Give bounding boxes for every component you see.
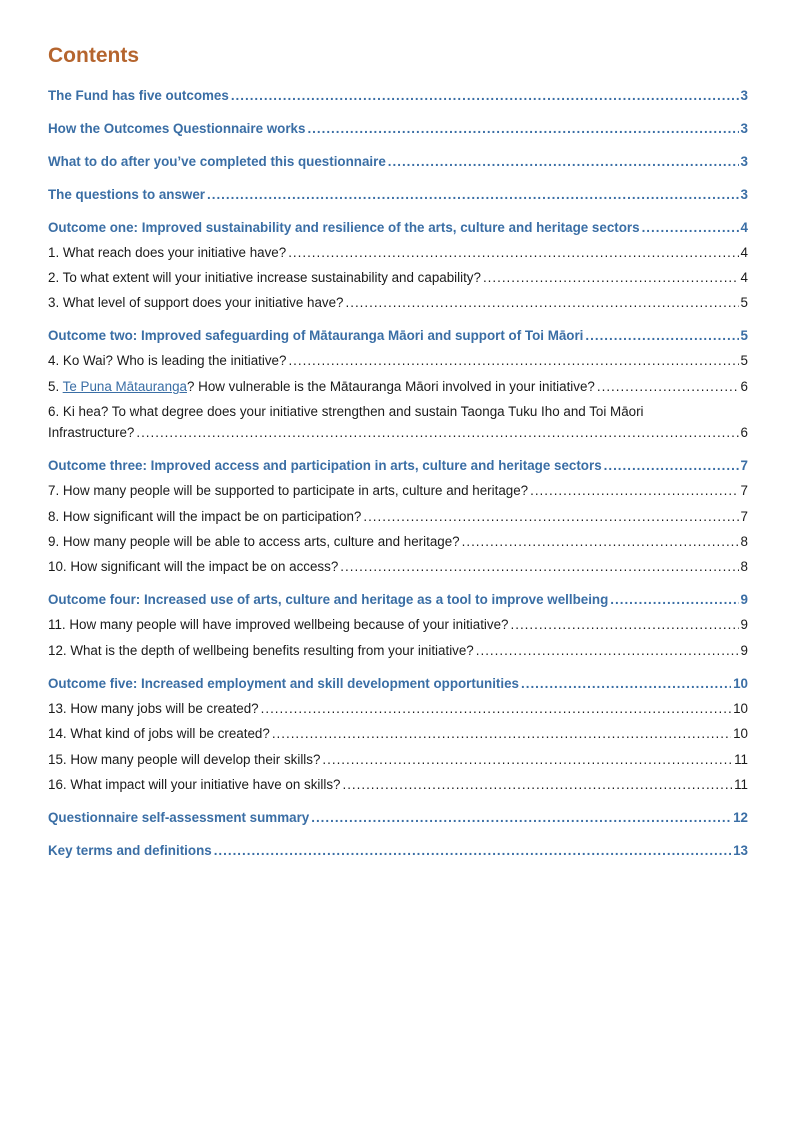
toc-leader	[261, 699, 731, 718]
toc-page-number: 4	[740, 220, 748, 235]
toc-leader	[272, 724, 731, 743]
toc-page-number: 5	[740, 353, 748, 368]
toc-entry-text: 9. How many people will be able to access arts, culture and heritage?	[48, 534, 460, 549]
toc-entry-outcome-two[interactable]	[48, 326, 748, 345]
toc-page-number: 4	[740, 245, 748, 260]
toc-leader	[363, 507, 738, 526]
toc-entry-text: 7. How many people will be supported to participate in arts, culture and heritage?	[48, 483, 529, 498]
toc-page-number: 5	[740, 295, 748, 310]
toc-entry-text: Outcome five: Increased employment and skill development opportunities	[48, 676, 520, 691]
toc-leader	[521, 674, 731, 693]
toc-entry-outcome-three[interactable]	[48, 456, 748, 475]
toc-entry-text: Outcome two: Improved safeguarding of Mātauranga Māori and support of Toi Māori	[48, 328, 584, 343]
toc-entry-text: 8. How significant will the impact be on participation?	[48, 509, 362, 524]
toc-entry-question-1[interactable]	[48, 243, 748, 262]
toc-leader	[462, 532, 739, 551]
toc-leader	[610, 590, 738, 609]
toc-entry-after-completion[interactable]	[48, 152, 748, 171]
toc-entry-text: 16. What impact will your initiative have on skills?	[48, 777, 341, 792]
toc-leader	[642, 218, 739, 237]
toc-leader	[342, 775, 732, 794]
toc-page-number: 7	[740, 458, 748, 473]
toc-leader	[311, 808, 731, 827]
toc-page-number: 3	[740, 187, 748, 202]
toc-entry-text: 11. How many people will have improved wellbeing because of your initiative?	[48, 617, 509, 632]
toc-leader	[340, 557, 738, 576]
toc-page-number: 8	[740, 534, 748, 549]
toc-entry-text: Key terms and definitions	[48, 843, 212, 858]
toc-entry-question-4[interactable]	[48, 351, 748, 370]
page-title: Contents	[48, 44, 139, 67]
toc-page-number: 4	[740, 270, 748, 285]
te-puna-matauranga-link[interactable]: Te Puna Mātauranga	[62, 379, 187, 394]
toc-entry-text: 13. How many jobs will be created?	[48, 701, 259, 716]
toc-entry-questions-to-answer[interactable]	[48, 185, 748, 204]
toc-entry-question-6[interactable]	[48, 402, 748, 442]
toc-page-number: 7	[740, 509, 748, 524]
toc-leader	[597, 377, 739, 396]
toc-entry-text: Questionnaire self-assessment summary	[48, 810, 310, 825]
toc-entry-text-continued: Infrastructure?	[48, 425, 135, 440]
toc-page-number: 5	[740, 328, 748, 343]
toc-leader	[585, 326, 738, 345]
toc-entry-question-2[interactable]	[48, 268, 748, 287]
toc-page-number: 3	[740, 88, 748, 103]
toc-leader	[604, 456, 739, 475]
toc-entry-text: 2. To what extent will your initiative increase sustainability and capability?	[48, 270, 481, 285]
toc-entry-question-12[interactable]	[48, 641, 748, 660]
toc-page-number: 11	[734, 777, 748, 792]
toc-entry-text	[48, 377, 595, 396]
toc-entry-text: What to do after you’ve completed this questionnaire	[48, 154, 386, 169]
toc-leader	[307, 119, 738, 138]
toc-leader	[483, 268, 739, 287]
toc-page-number: 10	[733, 726, 748, 741]
toc-leader	[388, 152, 739, 171]
toc-entry-text: Outcome four: Increased use of arts, culture and heritage as a tool to improve wellbeing	[48, 592, 609, 607]
toc-entry-outcome-one[interactable]	[48, 218, 748, 237]
toc-entry-question-14[interactable]	[48, 724, 748, 743]
question-text: ? How vulnerable is the Mātauranga Māori involved in your initiative?	[186, 379, 595, 394]
toc-page-number: 3	[740, 154, 748, 169]
toc-page-number: 9	[740, 617, 748, 632]
toc-page-number: 9	[740, 643, 748, 658]
toc-entry-fund-outcomes[interactable]	[48, 86, 748, 105]
toc-entry-question-11[interactable]	[48, 615, 748, 634]
toc-page-number: 9	[740, 592, 748, 607]
toc-page-number: 10	[733, 701, 748, 716]
toc-page-number: 11	[734, 752, 748, 767]
toc-leader	[322, 750, 732, 769]
toc-page-number: 6	[740, 425, 748, 440]
toc-entry-text: 4. Ko Wai? Who is leading the initiative?	[48, 353, 287, 368]
toc-entry-text: Outcome one: Improved sustainability and resilience of the arts, culture and heritage sectors	[48, 220, 640, 235]
toc-entry-text: 15. How many people will develop their skills?	[48, 752, 321, 767]
toc-entry-question-3[interactable]	[48, 293, 748, 312]
toc-entry-self-assessment-summary[interactable]	[48, 808, 748, 827]
toc-entry-question-8[interactable]	[48, 507, 748, 526]
toc-entry-text: 1. What reach does your initiative have?	[48, 245, 287, 260]
toc-entry-text: Outcome three: Improved access and participation in arts, culture and heritage sectors	[48, 458, 602, 473]
toc-leader	[476, 641, 739, 660]
toc-entry-question-16[interactable]	[48, 775, 748, 794]
toc-page-number: 3	[740, 121, 748, 136]
toc-entry-text: 12. What is the depth of wellbeing benefits resulting from your initiative?	[48, 643, 474, 658]
question-number: 5.	[48, 379, 63, 394]
toc-leader	[214, 841, 731, 860]
toc-entry-how-questionnaire-works[interactable]	[48, 119, 748, 138]
toc-entry-text: 6. Ki hea? To what degree does your initiative strengthen and sustain Taonga Tuku Iho and Toi Māori	[48, 404, 644, 419]
toc-leader	[136, 423, 738, 442]
toc-page-number: 13	[733, 843, 748, 858]
toc-page-number: 6	[740, 379, 748, 394]
toc-leader	[231, 86, 739, 105]
toc-entry-text: 14. What kind of jobs will be created?	[48, 726, 270, 741]
toc-entry-question-9[interactable]	[48, 532, 748, 551]
toc-leader	[530, 481, 738, 500]
toc-entry-text: The questions to answer	[48, 187, 205, 202]
toc-entry-question-10[interactable]	[48, 557, 748, 576]
toc-entry-text: How the Outcomes Questionnaire works	[48, 121, 306, 136]
toc-entry-text: The Fund has five outcomes	[48, 88, 229, 103]
toc-leader	[511, 615, 739, 634]
toc-leader	[288, 243, 738, 262]
toc-entry-question-7[interactable]	[48, 481, 748, 500]
toc-leader	[346, 293, 739, 312]
toc-entry-key-terms[interactable]	[48, 841, 748, 860]
toc-entry-outcome-five[interactable]	[48, 674, 748, 693]
toc-entry-question-15[interactable]	[48, 750, 748, 769]
toc-page-number: 8	[740, 559, 748, 574]
toc-entry-question-5[interactable]	[48, 377, 748, 396]
toc-leader	[288, 351, 738, 370]
toc-page-number: 10	[733, 676, 748, 691]
toc-entry-text: 3. What level of support does your initiative have?	[48, 295, 344, 310]
toc-entry-outcome-four[interactable]	[48, 590, 748, 609]
toc-page-number: 7	[740, 483, 748, 498]
toc-entry-question-13[interactable]	[48, 699, 748, 718]
toc-entry-text: 10. How significant will the impact be on access?	[48, 559, 339, 574]
toc-leader	[207, 185, 739, 204]
toc-page-number: 12	[733, 810, 748, 825]
